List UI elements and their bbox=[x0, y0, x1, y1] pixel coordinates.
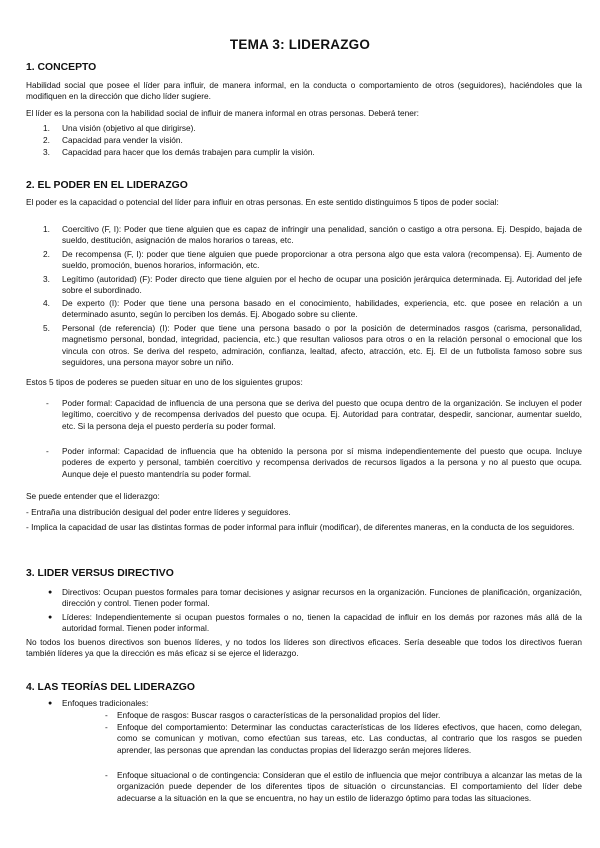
section-4-heading: 4. LAS TEORÍAS DEL LIDERAZGO bbox=[26, 682, 195, 693]
section-3-paragraph: No todos los buenos directivos son buenos líderes, y no todos los líderes son directivos eficaces. Sería deseable que todos los directivos fueran también líderes ya que la dirección es más eficaz si se ejerce el liderazgo. bbox=[26, 637, 582, 659]
document-title: TEMA 3: LIDERAZGO bbox=[229, 37, 371, 52]
sub-list-item: - Enfoque situacional o de contingencia: Consideran que el estilo de influencia que mejor contribuya a alcanzar las metas de la organización puede depender de los diferentes tipos de situación o circunstancias. El comportamiento del líder debe adecuarse a la situación en la que se encuentra, no hay un estilo de liderazgo óptimo para todas las situaciones. bbox=[105, 770, 582, 803]
section-1-paragraph: Habilidad social que posee el líder para influir, de manera informal, en la conducta o comportamiento de otros (seguidores), haciéndoles que la modifiquen en la dirección que dicho líder sugiere. bbox=[26, 80, 582, 102]
numbered-list-item: 3. Capacidad para hacer que los demás trabajen para cumplir la visión. bbox=[43, 147, 315, 157]
section-2-paragraph: - Entraña una distribución desigual del poder entre líderes y seguidores. bbox=[26, 507, 291, 517]
numbered-list-item: 1. Una visión (objetivo al que dirigirse). bbox=[43, 123, 196, 133]
section-1-paragraph: El líder es la persona con la habilidad social de influir de manera informal en otras personas. Deberá tener: bbox=[26, 108, 419, 118]
section-1-heading: 1. CONCEPTO bbox=[26, 62, 97, 73]
numbered-list-item: 2. Capacidad para vender la visión. bbox=[43, 135, 183, 145]
section-2-paragraph: - Implica la capacidad de usar las distintas formas de poder informal para influir (modificar), de diferentes maneras, en la conducta de los seguidores. bbox=[26, 522, 575, 532]
numbered-list-item: 3. Legítimo (autoridad) (F): Poder directo que tiene alguien por el hecho de ocupar una posición jerárquica determinada. Ej. Autoridad del jefe sobre el subordinado. bbox=[43, 274, 582, 296]
section-2-heading: 2. EL PODER EN EL LIDERAZGO bbox=[26, 180, 188, 191]
numbered-list-item: 2. De recompensa (F, I): poder que tiene alguien que puede proporcionar a otra persona algo que esta valora (recompensa). Ej. Aumento de sueldo, promoción, buenos horarios, información, etc. bbox=[43, 249, 582, 271]
numbered-list-item: 5. Personal (de referencia) (I): Poder que tiene una persona basado o por la posición de determinados rasgos (carisma, personalidad, magnetismo personal, bondad, integridad, paciencia, etc.) que resultan valiosos para otros o en la relación personal o emocional que los vincula con otros. Se deriva del respeto, admiración, confianza, lealtad, afecto, atracción, etc. Ej. El de un futbolista famoso sobre sus seguidores, una persona mayor sobre un niño. bbox=[43, 323, 582, 368]
section-2-paragraph: Se puede entender que el liderazgo: bbox=[26, 491, 160, 501]
numbered-list-item: 4. De experto (I): Poder que tiene una persona basado en el conocimiento, habilidades, experiencia, etc. que posee en relación a un determinado asunto, según lo perciben los demás. Ej. Abogado sobre su cliente. bbox=[43, 298, 582, 320]
section-2-paragraph: Estos 5 tipos de poderes se pueden situar en uno de los siguientes grupos: bbox=[26, 377, 303, 387]
sub-list-item: - Enfoque del comportamiento: Determinar las conductas características de los líderes efectivos, que hacen, como delegan, como se comunican y motivan, como efectúan sus tareas, etc. Las conductas, al contrario que los rasgos se pueden aprender, las personas que aprendan las conductas propias del liderazgo serán mejores líderes. bbox=[105, 722, 582, 755]
sub-list-item: - Enfoque de rasgos: Buscar rasgos o características de la personalidad propios del líder. bbox=[105, 710, 441, 720]
dash-list-item: - Poder informal: Capacidad de influencia que ha obtenido la persona por sí misma independientemente del puesto que ocupa. Incluye poderes de experto y personal, también coercitivo y recompensa derivados de recursos ligados a la persona y no al puesto que ocupa. Aunque deje el puesto mantendría su poder formal. bbox=[46, 446, 582, 479]
bullet-list-item: ● Líderes: Independientemente si ocupan puestos formales o no, tienen la capacidad de influir en los demás por razones más allá de la autoridad formal. Tienen poder informal. bbox=[48, 612, 582, 634]
bullet-list-item: ● Enfoques tradicionales: bbox=[48, 698, 149, 708]
bullet-list-item: ● Directivos: Ocupan puestos formales para tomar decisiones y asignar recursos en la organización. Funciones de planificación, organización, dirección y control. Tienen poder formal. bbox=[48, 587, 582, 609]
dash-list-item: - Poder formal: Capacidad de influencia de una persona que se deriva del puesto que ocupa dentro de la organización. Se incluyen el poder legítimo, coercitivo y de recompensa derivados del puesto que ocupa. Ej. Autoridad para contratar, despedir, sancionar, aumentar sueldo, etc. Si la persona deja el puesto perdería su poder formal. bbox=[46, 398, 582, 431]
section-2-paragraph: El poder es la capacidad o potencial del líder para influir en otras personas. En este sentido distinguimos 5 tipos de poder social: bbox=[26, 197, 499, 207]
section-3-heading: 3. LIDER VERSUS DIRECTIVO bbox=[26, 568, 174, 579]
numbered-list-item: 1. Coercitivo (F, I): Poder que tiene alguien que es capaz de infringir una penalidad, sanción o castigo a otra persona. Ej. Despido, bajada de sueldo, destitución, asignación de malos horarios o tareas, etc. bbox=[43, 224, 582, 246]
